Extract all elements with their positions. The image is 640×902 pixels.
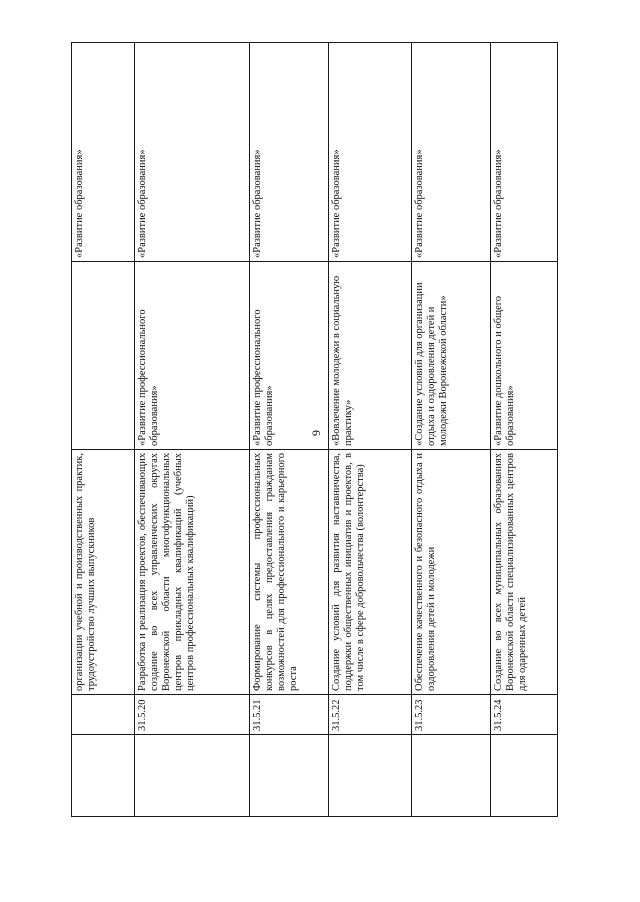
subprogram-cell: «Развитие профессионального образования» xyxy=(135,262,250,450)
table-row xyxy=(72,43,135,817)
row-number: 31.5.21 xyxy=(250,695,329,735)
subprogram-cell: «Развитие профессионального образования» xyxy=(250,262,329,450)
table-row xyxy=(491,43,558,817)
activity-cell: Создание условий для развития наставничества, поддержки общественных инициатив и проектов, в том числе в сфере добровольчества (волонтерства) xyxy=(329,450,412,695)
program-cell: «Развитие образования» xyxy=(412,43,491,262)
subprogram-cell: «Развитие дошкольного и общего образования» xyxy=(491,262,558,450)
empty-cell xyxy=(250,735,329,817)
program-cell: «Развитие образования» xyxy=(72,43,135,262)
row-number: 31.5.20 xyxy=(135,695,250,735)
rotated-table-container xyxy=(71,43,551,817)
empty-cell xyxy=(491,735,558,817)
row-number: 31.5.24 xyxy=(491,695,558,735)
program-cell: «Развитие образования» xyxy=(491,43,558,262)
activity-cell: Формирование системы профессиональных конкурсов в целях предоставления гражданам возможностей для профессионального и карьерного роста xyxy=(250,450,329,695)
empty-cell xyxy=(412,735,491,817)
subprogram-cell: «Вовлечение молодежи в социальную практику» xyxy=(329,262,412,450)
program-cell: «Развитие образования» xyxy=(250,43,329,262)
activity-cell: Разработка и реализация проектов, обеспечивающих создание во всех управленческих округах Воронежской области многофункциональных центров прикладных квалификаций (учебных центров профессиональных квалификаций) xyxy=(135,450,250,695)
table-row xyxy=(412,43,491,817)
row-number: 31.5.22 xyxy=(329,695,412,735)
table-row xyxy=(250,43,329,817)
activity-cell: организации учебной и производственных практик, трудоустройство лучших выпускников xyxy=(72,450,135,695)
activity-cell: Обеспечение качественного и безопасного отдыха и оздоровления детей и молодежи xyxy=(412,450,491,695)
row-number: 31.5.23 xyxy=(412,695,491,735)
table-row xyxy=(329,43,412,817)
empty-cell xyxy=(72,735,135,817)
program-table xyxy=(71,42,558,817)
program-cell: «Развитие образования» xyxy=(135,43,250,262)
empty-cell xyxy=(329,735,412,817)
empty-cell xyxy=(135,735,250,817)
table-row xyxy=(135,43,250,817)
row-number xyxy=(72,695,135,735)
page-number: 9 xyxy=(309,430,323,436)
subprogram-cell xyxy=(72,262,135,450)
program-cell: «Развитие образования» xyxy=(329,43,412,262)
subprogram-cell: «Создание условий для организации отдыха и оздоровления детей и молодежи Воронежской области» xyxy=(412,262,491,450)
activity-cell: Создание во всех муниципальных образованиях Воронежской области специализированных центров для одаренных детей xyxy=(491,450,558,695)
